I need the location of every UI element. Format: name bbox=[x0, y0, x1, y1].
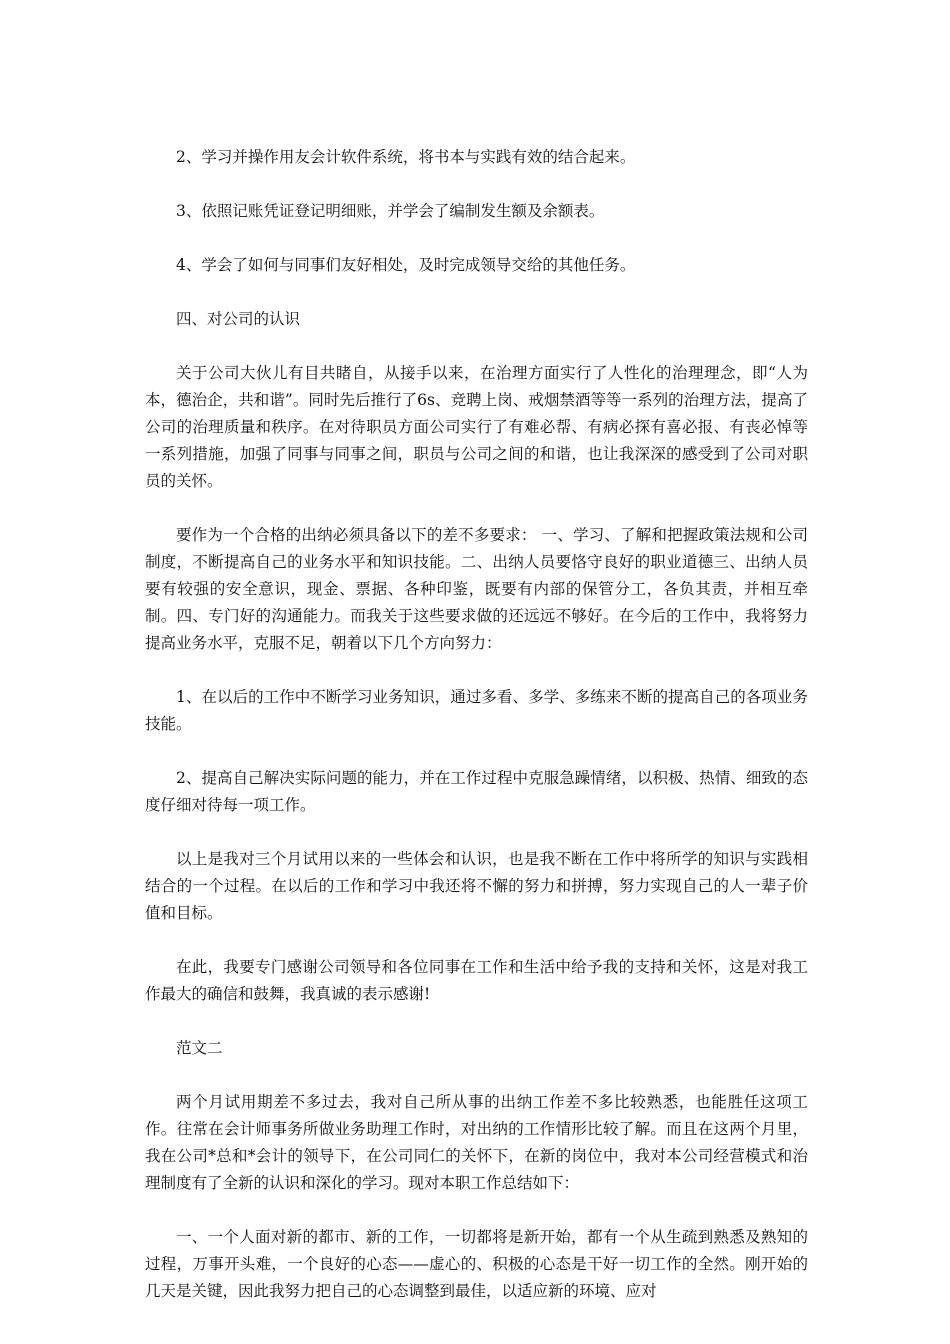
paragraph-probation-overview: 两个月试用期差不多过去，我对自己所从事的出纳工作差不多比较熟悉，也能胜任这项工作。往常在会计师事务所做业务助理工作时，对出纳的工作情形比较了解。而且在这两个月里，我在公司*总和*会计的领导下，在公司同仁的关怀下，在新的岗位中，我对本公司经营模式和治理制度有了全新的认识和深化的学习。现对本职工作总结如下： bbox=[145, 1093, 808, 1192]
paragraph-goal-2: 2、提高自己解决实际问题的能力，并在工作过程中克服急躁情绪，以积极、热情、细致的态度仔细对待每一项工作。 bbox=[145, 769, 808, 814]
paragraph-goal-1: 1、在以后的工作中不断学习业务知识，通过多看、多学、多练来不断的提高自己的各项业务技能。 bbox=[145, 688, 808, 733]
paragraph-new-beginning: 一、一个人面对新的都市、新的工作，一切都将是新开始，都有一个从生疏到熟悉及熟知的过程，万事开头难，一个良好的心态——虚心的、积极的心态是干好一切工作的全然。刚开始的几天是关键，因此我努力把自己的心态调整到最佳，以适应新的环境、应对 bbox=[145, 1228, 808, 1300]
paragraph-company-management: 关于公司大伙儿有目共睹自，从接手以来，在治理方面实行了人性化的治理理念，即“人为本，德治企，共和谐”。同时先后推行了6s、竞聘上岗、戒烟禁酒等等一系列的治理方法，提高了公司的治理质量和秩序。在对待职员方面公司实行了有难必帮、有病必探有喜必报、有丧必悼等一系列措施，加强了同事与同事之间，职员与公司之间的和谐，也让我深深的感受到了公司对职员的关怀。 bbox=[145, 364, 808, 490]
section-heading-sample-two: 范文二 bbox=[176, 1039, 223, 1057]
paragraph-cashier-requirements: 要作为一个合格的出纳必须具备以下的差不多要求： 一、学习、了解和把握政策法规和公司制度，不断提高自己的业务水平和知识技能。二、出纳人员要恪守良好的职业道德三、出纳人员要有较强的安全意识，现金、票据、各种印鉴，既要有内部的保管分工，各负其责，并相互牵制。四、专门好的沟通能力。而我关于这些要求做的还远远不够好。在今后的工作中，我将努力提高业务水平，克服不足，朝着以下几个方向努力： bbox=[145, 526, 808, 652]
section-heading-company-understanding: 四、对公司的认识 bbox=[176, 310, 301, 328]
document-body bbox=[145, 144, 808, 1332]
paragraph-thanks: 在此，我要专门感谢公司领导和各位同事在工作和生活中给予我的支持和关怀，这是对我工作最大的确信和鼓舞，我真诚的表示感谢! bbox=[145, 958, 808, 1003]
paragraph-item-4: 4、学会了如何与同事们友好相处，及时完成领导交给的其他任务。 bbox=[176, 256, 636, 274]
paragraph-summary: 以上是我对三个月试用以来的一些体会和认识，也是我不断在工作中将所学的知识与实践相结合的一个过程。在以后的工作和学习中我还将不懈的努力和拼搏，努力实现自己的人一辈子价值和目标。 bbox=[145, 850, 808, 922]
paragraph-item-2: 2、学习并操作用友会计软件系统，将书本与实践有效的结合起来。 bbox=[176, 148, 636, 166]
paragraph-item-3: 3、依照记账凭证登记明细账，并学会了编制发生额及余额表。 bbox=[176, 202, 605, 220]
